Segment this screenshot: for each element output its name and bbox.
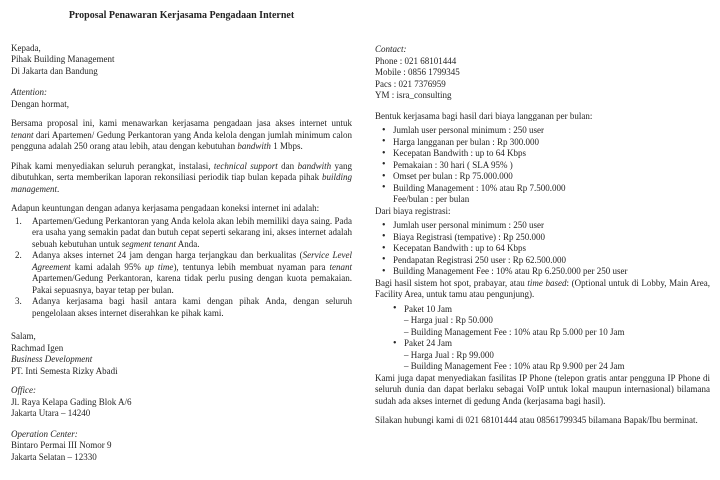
operation-center-block	[11, 429, 352, 464]
ip-phone-paragraph: Kami juga dapat menyediakan fasilitas IP Phone (telepon gratis antar pengguna IP Phone di seluruh dunia dan dapat berlaku sebagai VoIP untuk lokal maupun internasional) bilamana sudah ada akses internet di gedung Anda (kerjasama bagi hasil).	[375, 372, 710, 406]
benefit-item-2	[11, 250, 352, 296]
subscription-item-1: • Jumlah user personal minimum : 250 user	[375, 125, 710, 137]
contact-phone: Phone : 021 68101444	[375, 55, 457, 66]
package-1-fee: – Building Management Fee : 10% atau Rp 5.000 per 10 Jam	[404, 326, 625, 337]
recipient-line-3: Di Jakarta dan Bandung	[11, 65, 98, 76]
operation-center-line-1: Bintaro Permai III Nomor 9	[11, 440, 112, 450]
subscription-item-5: • Omset per bulan : Rp 75.000.000	[375, 171, 710, 183]
benefit-number-2: 2.	[15, 250, 22, 260]
greeting-line: Dengan hormat,	[11, 98, 69, 109]
benefit-text-1: Apartemen/Gedung Perkantoran yang Anda kelola akan lebih memiliki daya saing. Pada era usaha yang semakin padat dan butuh cepat seperti sekarang ini, akses internet adalah sebuah kebutuhan untuk segment tenant Anda.	[32, 215, 352, 249]
package-2-fee: – Building Management Fee : 10% atau Rp 9.900 per 24 Jam	[404, 361, 625, 371]
signature-closing: Salam,	[11, 331, 36, 341]
signature-role: Business Development	[11, 354, 93, 364]
registration-item-2: • Biaya Registrasi (tempative) : Rp 250.000	[375, 232, 710, 244]
operation-center-label: Operation Center:	[11, 428, 78, 439]
contact-block	[375, 44, 710, 102]
hotspot-packages-list	[375, 304, 710, 373]
closing-line: Silakan hubungi kami di 021 68101444 atau 08561799345 bilamana Bapak/Ibu berminat.	[375, 415, 698, 425]
benefits-list	[11, 216, 352, 320]
contact-ym: YM : isra_consulting	[375, 90, 452, 100]
package-1-price: – Harga jual : Rp 50.000	[404, 315, 493, 325]
recipient-block	[11, 43, 352, 78]
attention-label: Attention:	[11, 87, 47, 97]
benefit-item-1	[11, 216, 352, 251]
subscription-item-6	[375, 183, 710, 206]
hotspot-intro: Bagi hasil sistem hot spot, prabayar, atau time based: (Optional untuk di Lobby, Main Area, Facility Area, untuk tamu atau pengunjung).	[375, 277, 710, 299]
left-column	[11, 10, 352, 463]
contact-mobile: Mobile : 0856 1799345	[375, 67, 460, 77]
registration-item-3: • Kecepatan Bandwith : up to 64 Kbps	[375, 243, 710, 255]
registration-heading: Dari biaya registrasi:	[375, 205, 451, 216]
operation-center-line-2: Jakarta Selatan – 12330	[11, 451, 97, 462]
benefit-number-3: 3.	[15, 296, 22, 306]
registration-list	[375, 220, 710, 278]
benefit-text-2: Adanya akses internet 24 jam dengan harga terjangkau dan berkualitas (Service Level Agreement kami adalah 95% up time), tentunya lebih membuat nyaman para tenant Apartemen/Gedung Perkantoran, karena tidak perlu pusing dengan kuota pemakaian. Pakai sepuasnya, bayar tetap per bulan.	[32, 250, 352, 295]
package-item-1	[375, 304, 710, 339]
right-column	[375, 44, 710, 427]
signature-name: Rachmad Igen	[11, 342, 64, 353]
office-address-block	[11, 385, 352, 420]
contact-label: Contact:	[375, 44, 407, 54]
registration-item-5: • Building Management Fee : 10% atau Rp 6.250.000 per 250 user	[375, 266, 710, 278]
recipient-line-1: Kepada,	[11, 42, 41, 53]
signature-company: PT. Inti Semesta Rizky Abadi	[11, 365, 118, 376]
office-address-line-1: Jl. Raya Kelapa Gading Blok A/6	[11, 396, 132, 407]
recipient-line-2: Pihak Building Management	[11, 54, 115, 64]
intro-paragraph-2: Pihak kami menyediakan seluruh perangkat, instalasi, technical support dan bandwith yang dibutuhkan, serta memberikan laporan rekonsiliasi periodik tiap bulan kepada pihak building management.	[11, 160, 353, 194]
benefits-intro: Adapun keuntungan dengan adanya kerjasama pengadaan koneksi internet ini adalah:	[11, 203, 320, 213]
document-title: Proposal Penawaran Kerjasama Pengadaan Internet	[68, 10, 295, 21]
signature-block	[11, 331, 352, 377]
subscription-item-6-line-2: Fee/bulan : per bulan	[393, 194, 470, 204]
office-address-line-2: Jakarta Utara – 14240	[11, 408, 91, 418]
contact-fax: Pacs : 021 7376959	[375, 78, 446, 89]
benefit-number-1: 1.	[15, 215, 22, 226]
intro-paragraph-1: Bersama proposal ini, kami menawarkan kerjasama pengadaan jasa akses internet untuk tenant dari Apartemen/ Gedung Perkantoran yang Anda kelola dengan jumlah minimum calon pengguna adalah 250 orang atau lebih, atau dengan kebutuhan bandwith 1 Mbps.	[11, 118, 352, 151]
subscription-list	[375, 125, 710, 206]
benefit-text-3: Adanya kerjasama bagi hasil antara kami dengan pihak Anda, dengan seluruh pengelolaan akses internet diserahkan ke pihak kami.	[32, 296, 352, 318]
registration-item-1: • Jumlah user personal minimum : 250 user	[375, 220, 710, 232]
benefit-item-3	[11, 296, 352, 319]
salutation-block	[11, 87, 352, 110]
office-label: Office:	[11, 385, 36, 395]
subscription-heading: Bentuk kerjasama bagi hasil dari biaya langganan per bulan:	[375, 110, 593, 121]
package-2-price: – Harga Jual : Rp 99.000	[404, 349, 494, 360]
subscription-item-2: • Harga langganan per bulan : Rp 300.000	[375, 137, 710, 149]
registration-item-4: • Pendapatan Registrasi 250 user : Rp 62.500.000	[375, 255, 710, 267]
package-1-name: • Paket 10 Jam	[404, 303, 452, 314]
subscription-item-4: • Pemakaian : 30 hari ( SLA 95% )	[375, 160, 710, 172]
subscription-item-6-line-1: • Building Management : 10% atau Rp 7.500.000	[393, 182, 566, 193]
package-item-2	[375, 338, 710, 373]
package-2-name: • Paket 24 Jam	[404, 338, 452, 348]
subscription-item-3: • Kecepatan Bandwith : up to 64 Kbps	[375, 148, 710, 160]
